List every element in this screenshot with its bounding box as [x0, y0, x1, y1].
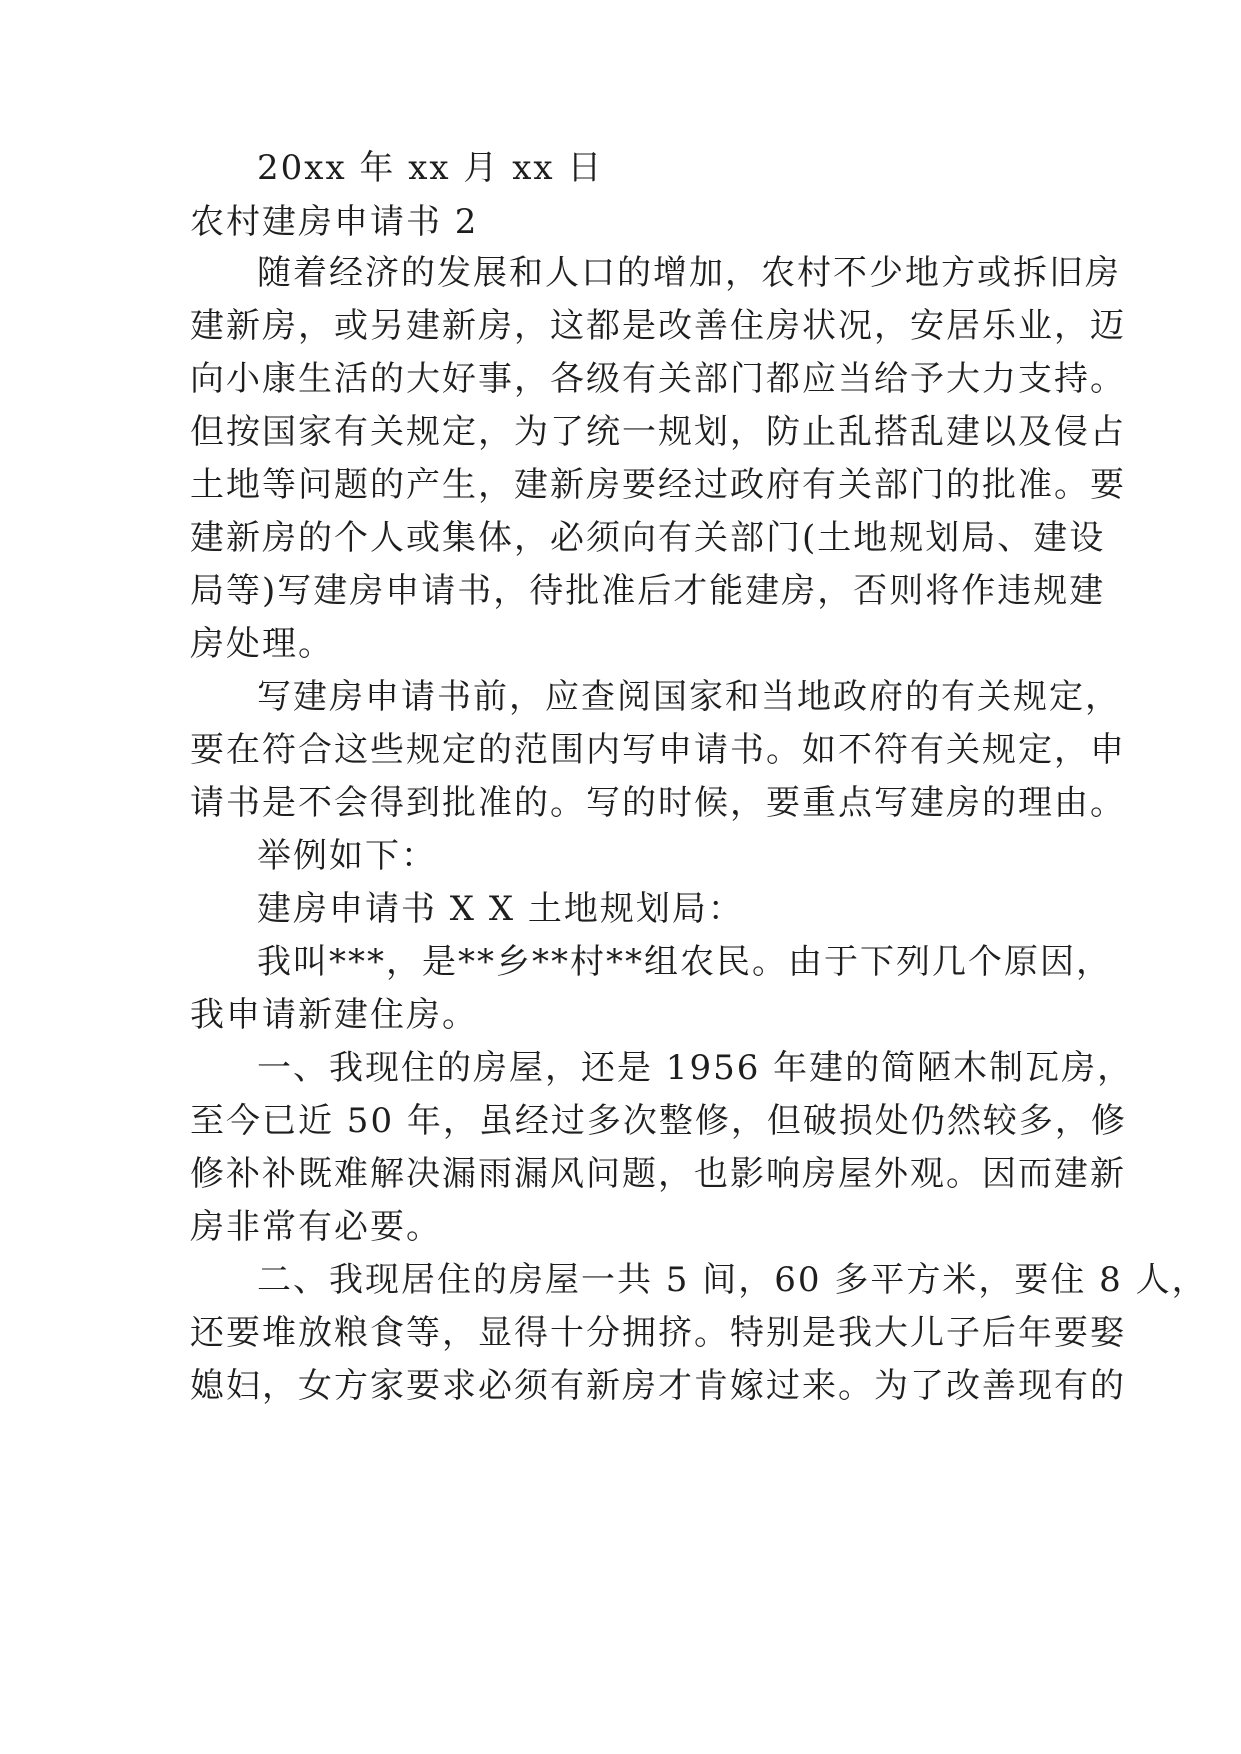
body-line: 建新房，或另建新房，这都是改善住房状况，安居乐业，迈	[190, 306, 1126, 346]
body-line: 但按国家有关规定，为了统一规划，防止乱搭乱建以及侵占	[190, 412, 1126, 452]
body-line: 我申请新建住房。	[190, 995, 478, 1035]
body-line: 建新房的个人或集体，必须向有关部门(土地规划局、建设	[190, 518, 1106, 558]
body-line: 请书是不会得到批准的。写的时候，要重点写建房的理由。	[190, 783, 1126, 823]
body-line: 房处理。	[190, 624, 334, 664]
body-line: 修补补既难解决漏雨漏风问题，也影响房屋外观。因而建新	[190, 1154, 1126, 1194]
body-line: 建房申请书 X X 土地规划局：	[257, 889, 744, 929]
body-line: 媳妇，女方家要求必须有新房才肯嫁过来。为了改善现有的	[190, 1366, 1126, 1406]
date-line: 20xx 年 xx 月 xx 日	[257, 148, 604, 188]
body-line: 至今已近 50 年，虽经过多次整修，但破损处仍然较多，修	[190, 1101, 1127, 1141]
body-line: 还要堆放粮食等，显得十分拥挤。特别是我大儿子后年要娶	[190, 1313, 1126, 1353]
body-line: 土地等问题的产生，建新房要经过政府有关部门的批准。要	[190, 465, 1126, 505]
body-line: 二、我现居住的房屋一共 5 间，60 多平方米，要住 8 人，	[257, 1260, 1208, 1300]
body-line: 举例如下：	[257, 836, 437, 876]
body-line: 一、我现住的房屋，还是 1956 年建的简陋木制瓦房，	[257, 1048, 1134, 1088]
body-line: 局等)写建房申请书，待批准后才能建房，否则将作违规建	[190, 571, 1106, 611]
body-line: 随着经济的发展和人口的增加，农村不少地方或拆旧房	[257, 253, 1121, 293]
body-line: 向小康生活的大好事，各级有关部门都应当给予大力支持。	[190, 359, 1126, 399]
body-line: 我叫***，是**乡**村**组农民。由于下列几个原因，	[257, 942, 1112, 982]
body-line: 要在符合这些规定的范围内写申请书。如不符有关规定，申	[190, 730, 1126, 770]
body-line: 写建房申请书前，应查阅国家和当地政府的有关规定，	[257, 677, 1121, 717]
body-line: 房非常有必要。	[190, 1207, 442, 1247]
document-title: 农村建房申请书 2	[190, 202, 479, 242]
